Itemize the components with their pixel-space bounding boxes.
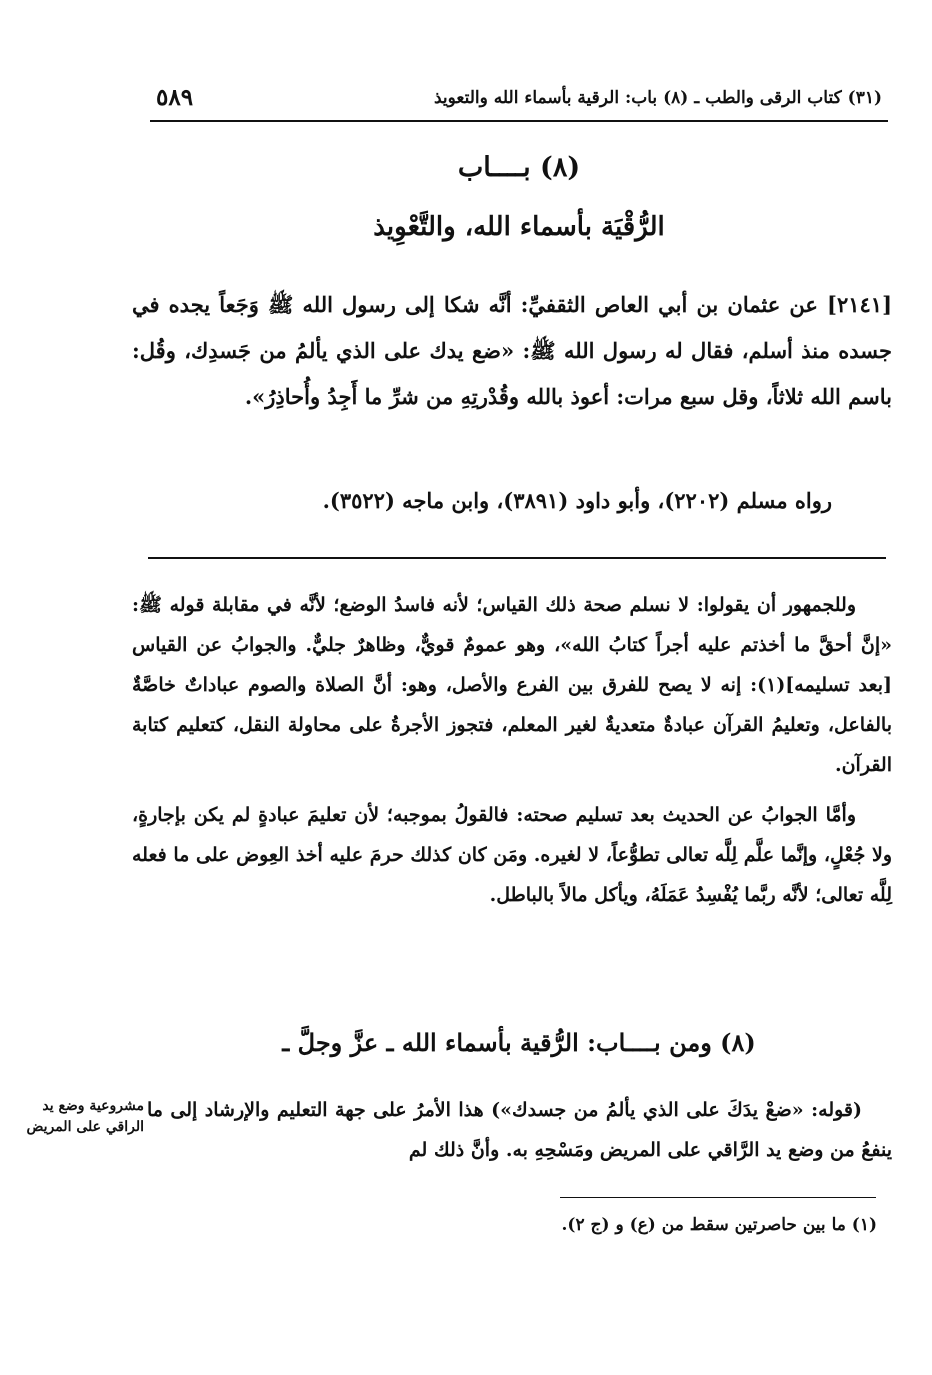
chapter-label: (٨) بــــاب [457, 152, 581, 183]
running-title: (٣١) كتاب الرقى والطب ـ (٨) باب: الرقية بأسماء الله والتعويذ [433, 88, 882, 108]
chapter-title: الرُّقْيَة بأسماء الله، والتَّعْوِيذ [373, 212, 665, 242]
hadith-source: رواه مسلم (٢٢٠٢)، وأبو داود (٣٨٩١)، وابن ماجه (٣٥٢٢). [322, 488, 832, 513]
footnote-divider [560, 1197, 876, 1198]
explanation-paragraph: (قوله: «ضعْ يدَكَ على الذي يألمُ من جسدك») هذا الأمرُ على جهة التعليم والإرشاد إلى ما ينفعُ من وضع يد الرَّاقي على المريض ومَسْحِهِ به. وأنَّ ذلك لم [147, 1099, 892, 1161]
page-number: ٥٨٩ [156, 84, 194, 111]
commentary [132, 585, 892, 925]
sub-section-heading: (٨) ومن بــــاب: الرُّقية بأسماء الله ـ عزَّ وجلَّ ـ [282, 1028, 756, 1057]
commentary-paragraph-1: وللجمهور أن يقولوا: لا نسلم صحة ذلك القياس؛ لأنه فاسدُ الوضع؛ لأنَّه في مقابلة قوله ﷺ: «إنَّ أحقَّ ما أخذتم عليه أجراً كتابُ الله»، وهو عمومٌ قويٌّ، وظاهرٌ جليٌّ. والجوابُ عن القياس [بعد تسليمه](١): إنه لا يصح للفرق بين الفرع والأصل، وهو: أنَّ الصلاة والصوم عباداتٌ خاصَّةٌ بالفاعل، وتعليمُ القرآن عبادةٌ متعديةٌ لغير المعلم، فتجوز الأجرةُ على محاولة النقل، كتعليم كتابة القرآن. [132, 594, 892, 776]
hadith-number: [٢١٤١] [827, 292, 892, 317]
commentary-paragraph-2: وأمَّا الجوابُ عن الحديث بعد تسليم صحته: فالقولُ بموجبه؛ لأن تعليمَ عبادةٍ لم يكن بإجارةٍ، ولا جُعْلٍ، وإنَّما علَّم لِلَّه تعالى تطوُّعاً، لا لغيره. ومَن كان كذلك حرمَ عليه أخذ العِوض على ما فعله لِلَّه تعالى؛ لأنَّه ربَّما يُفْسِدُ عَمَلَهُ، ويأكل مالاً بالباطل. [132, 804, 892, 906]
hadith-body: عن عثمان بن أبي العاص الثقفيِّ: أنَّه شكا إلى رسول الله ﷺ وَجَعاً يجده في جسده منذ أسلم، فقال له رسول الله ﷺ: «ضع يدك على الذي يألمُ من جَسدِك، وقُل: باسم الله ثلاثاً، وقل سبع مرات: أعوذ بالله وقُدْرتِهِ من شرِّ ما أَجِدُ وأُحاذِرُ». [132, 292, 892, 409]
hadith-text [132, 282, 892, 420]
section-divider [148, 557, 886, 559]
margin-note: مشروعية وضع يد الراقي على المريض [26, 1098, 144, 1135]
footnote: (١) ما بين حاصرتين سقط من (ع) و (ج ٢). [561, 1215, 877, 1235]
running-header [150, 86, 888, 122]
explanation-notes [147, 1090, 892, 1170]
